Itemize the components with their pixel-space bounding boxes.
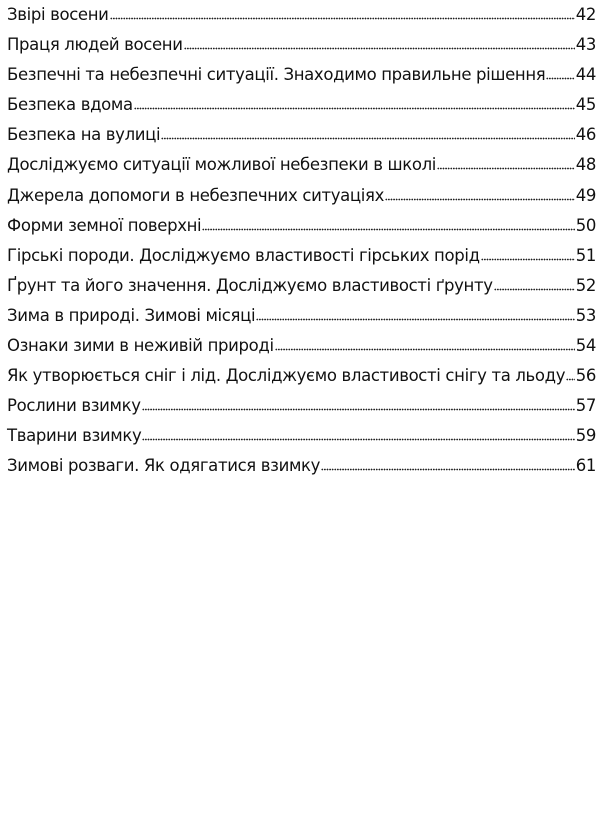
toc-entry-title: Безпечні та небезпечні ситуації. Знаходимо правильне рішення — [7, 65, 546, 85]
toc-entry-page: 50 — [575, 215, 596, 235]
toc-entry-title: Тварини взимку — [7, 426, 142, 446]
toc-entry-page: 59 — [575, 426, 596, 446]
toc-entry-page: 45 — [575, 95, 596, 115]
toc-entry-title: Джерела допомоги в небезпечних ситуаціях — [7, 185, 385, 205]
dot-leader — [275, 348, 575, 351]
toc-entry-page: 51 — [575, 245, 596, 265]
toc-entry-page: 48 — [575, 155, 596, 175]
toc-entry-page: 49 — [575, 185, 596, 205]
toc-entry[interactable] — [7, 120, 598, 150]
dot-leader — [184, 47, 575, 50]
dot-leader — [110, 17, 575, 20]
toc-entry-title: Безпека на вулиці — [7, 125, 161, 145]
dot-leader — [481, 258, 575, 261]
dot-leader — [566, 378, 575, 381]
toc-entry-title: Як утворюється сніг і лід. Досліджуємо властивості снігу та льоду — [7, 366, 566, 386]
dot-leader — [437, 167, 575, 170]
toc-entry[interactable] — [7, 421, 598, 451]
toc-entry-title: Зима в природі. Зимові місяці — [7, 305, 256, 325]
dot-leader — [202, 228, 574, 231]
toc-entry[interactable] — [7, 331, 598, 361]
toc-entry-title: Ґрунт та його значення. Досліджуємо властивості ґрунту — [7, 275, 493, 295]
toc-entry-title: Праця людей восени — [7, 35, 183, 55]
toc-entry-title: Форми земної поверхні — [7, 215, 202, 235]
toc-entry-title: Ознаки зими в неживій природі — [7, 336, 274, 356]
toc-entry-page: 61 — [575, 456, 596, 476]
toc-entry[interactable] — [7, 451, 598, 481]
dot-leader — [546, 77, 574, 80]
toc-entry[interactable] — [7, 391, 598, 421]
toc-entry-title: Досліджуємо ситуації можливої небезпеки в школі — [7, 155, 437, 175]
dot-leader — [134, 107, 575, 110]
toc-entry-page: 57 — [575, 396, 596, 416]
toc-entry[interactable] — [7, 60, 598, 90]
toc-entry[interactable] — [7, 211, 598, 241]
toc-entry[interactable] — [7, 361, 598, 391]
toc-entry-page: 56 — [575, 366, 596, 386]
dot-leader — [142, 438, 574, 441]
toc-entry-page: 44 — [575, 65, 596, 85]
toc-entry-title: Безпека вдома — [7, 95, 133, 115]
toc-entry-page: 52 — [575, 275, 596, 295]
dot-leader — [385, 198, 575, 201]
toc-entry-page: 54 — [575, 336, 596, 356]
toc-entry[interactable] — [7, 181, 598, 211]
dot-leader — [142, 408, 575, 411]
toc-entry-title: Гірські породи. Досліджуємо властивості гірських порід — [7, 245, 480, 265]
toc-entry[interactable] — [7, 90, 598, 120]
toc-entry[interactable] — [7, 271, 598, 301]
toc-entry-title: Зимові розваги. Як одягатися взимку — [7, 456, 321, 476]
toc-entry-page: 42 — [575, 5, 596, 24]
toc-entry[interactable] — [7, 30, 598, 60]
toc-entry[interactable] — [7, 241, 598, 271]
toc-entry[interactable] — [7, 0, 598, 30]
toc-entry-page: 53 — [575, 305, 596, 325]
dot-leader — [256, 318, 575, 321]
dot-leader — [494, 288, 575, 291]
dot-leader — [161, 137, 574, 140]
toc-entry[interactable] — [7, 150, 598, 180]
toc-entry[interactable] — [7, 301, 598, 331]
toc-entry-page: 43 — [575, 35, 596, 55]
toc-entry-page: 46 — [575, 125, 596, 145]
toc-entry-title: Рослини взимку — [7, 396, 141, 416]
toc-entry-title: Звірі восени — [7, 5, 109, 24]
dot-leader — [321, 468, 575, 471]
table-of-contents — [7, 0, 598, 482]
